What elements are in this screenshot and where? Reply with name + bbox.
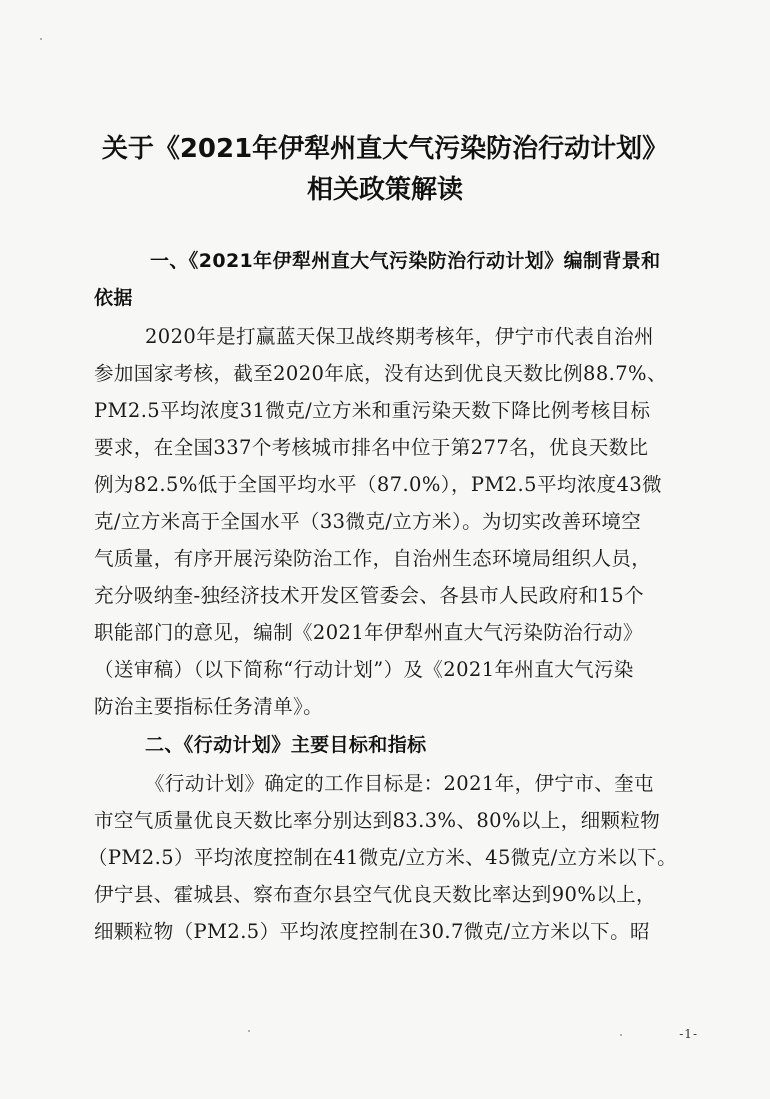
- document-title-line-2: 相关政策解读: [306, 175, 463, 205]
- paragraph-line: 充分吸纳奎-独经济技术开发区管委会、各县市人民政府和15个: [94, 584, 645, 607]
- paragraph-line: 气质量，有序开展污染防治工作，自治州生态环境局组织人员，: [94, 547, 652, 570]
- section-2-heading: 二、《行动计划》主要目标和指标: [145, 734, 427, 756]
- section-1-heading: 一、《2021年伊犁州直大气污染防治行动计划》编制背景和: [150, 250, 661, 272]
- section-1-heading-cont: 依据: [94, 287, 133, 309]
- paragraph-line: 市空气质量优良天数比率分别达到83.3%、80%以上，细颗粒物: [94, 809, 661, 832]
- paragraph-line: 2020年是打赢蓝天保卫战终期考核年，伊宁市代表自治州: [145, 325, 654, 348]
- paragraph-line: （送审稿）（以下简称“行动计划”）及《2021年州直大气污染: [94, 658, 634, 681]
- paragraph-line: 细颗粒物（PM2.5）平均浓度控制在30.7微克/立方米以下。昭: [94, 920, 650, 943]
- scan-speck: [40, 38, 42, 40]
- paragraph-line: 伊宁县、霍城县、察布查尔县空气优良天数比率达到90%以上，: [94, 883, 656, 906]
- page-number: -1-: [679, 1027, 698, 1041]
- paragraph-line: 职能部门的意见，编制《2021年伊犁州直大气污染防治行动》: [94, 621, 643, 644]
- document-title-line-1: 关于《2021年伊犁州直大气污染防治行动计划》: [101, 134, 669, 164]
- paragraph-line: 例为82.5%低于全国平均水平（87.0%），PM2.5平均浓度43微: [94, 473, 663, 496]
- paragraph-line: 防治主要指标任务清单》。: [94, 695, 324, 718]
- paragraph-line: PM2.5平均浓度31微克/立方米和重污染天数下降比例考核目标: [94, 399, 651, 422]
- paragraph-line: （PM2.5）平均浓度控制在41微克/立方米、45微克/立方米以下。: [88, 846, 677, 869]
- paragraph-line: 克/立方米高于全国水平（33微克/立方米）。为切实改善环境空: [94, 510, 642, 533]
- paragraph-line: 要求，在全国337个考核城市排名中位于第277名，优良天数比: [94, 436, 649, 459]
- scan-speck: [248, 1030, 250, 1032]
- paragraph-line: 《行动计划》确定的工作目标是：2021年，伊宁市、奎屯: [145, 772, 654, 795]
- scan-speck: [620, 1034, 622, 1036]
- paragraph-line: 参加国家考核，截至2020年底，没有达到优良天数比例88.7%、: [94, 362, 667, 385]
